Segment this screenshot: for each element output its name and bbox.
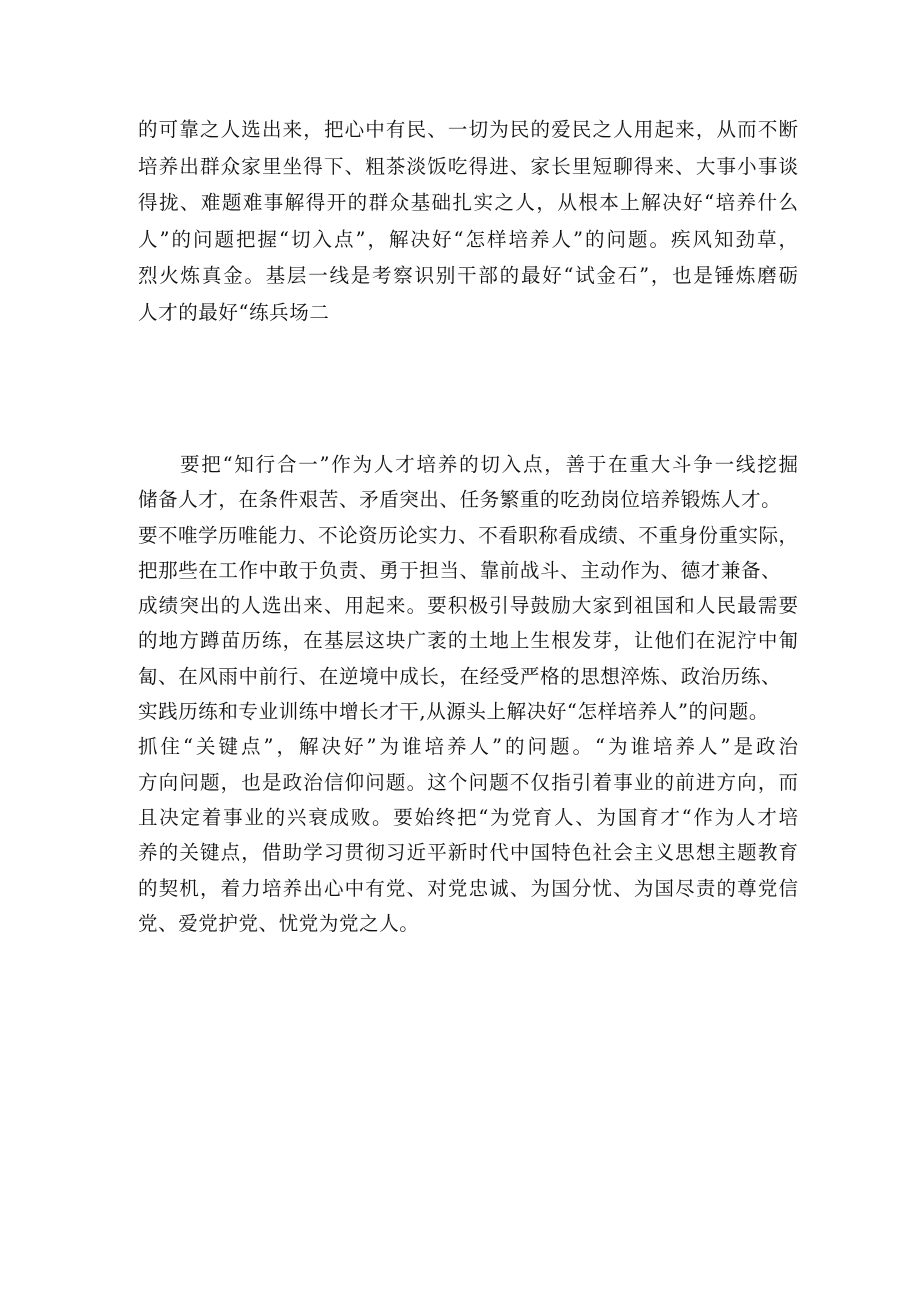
text-line: 要不唯学历唯能力、不论资历论实力、不看职称看成绩、不重身份重实际， — [138, 523, 798, 547]
text-line: 储备人才，在条件艰苦、矛盾突出、任务繁重的吃劲岗位培养锻炼人才。 — [138, 488, 782, 512]
text-line: 的地方蹲苗历练，在基层这块广袤的土地上生根发芽，让他们在泥泞中匍 — [138, 629, 798, 653]
text-line: 培养出群众家里坐得下、粗茶淡饭吃得进、家长里短聊得来、大事小事谈 — [138, 154, 798, 178]
text-line: 烈火炼真金。基层一线是考察识别干部的最好“试金石”，也是锤炼磨砺 — [138, 264, 798, 287]
paragraph-1 — [138, 112, 798, 331]
text-line: 匐、在风雨中前行、在逆境中成长，在经受严格的思想淬炼、政治历练、 — [138, 664, 782, 688]
text-line: 的契机，着力培养出心中有党、对党忠诚、为国分忧、为国尽责的尊党信 — [138, 876, 798, 900]
paragraph-2 — [138, 447, 798, 941]
text-line: 党、爱党护党、忧党为党之人。 — [138, 911, 420, 935]
text-line: 的可靠之人选出来，把心中有民、一切为民的爱民之人用起来，从而不断 — [138, 118, 798, 141]
text-line: 得拢、难题难事解得开的群众基础扎实之人，从根本上解决好“培养什么 — [138, 191, 798, 214]
text-line: 成绩突出的人选出来、用起来。要积极引导鼓励大家到祖国和人民最需要 — [138, 594, 798, 618]
text-line: 人才的最好“练兵场二 — [138, 300, 330, 324]
text-line: 方向问题，也是政治信仰问题。这个问题不仅指引着事业的前进方向，而 — [138, 770, 798, 794]
text-line: 养的关键点，借助学习贯彻习近平新时代中国特色社会主义思想主题教育 — [138, 841, 798, 865]
text-line: 把那些在工作中敢于负责、勇于担当、靠前战斗、主动作为、德才兼备、 — [138, 558, 782, 582]
text-line: 人”的问题把握“切入点”，解决好“怎样培养人”的问题。疾风知劲草， — [138, 227, 798, 251]
text-line: 且决定着事业的兴衰成败。要始终把“为党育人、为国育才“作为人才培 — [138, 805, 798, 829]
text-line: 要把“知行合一”作为人才培养的切入点，善于在重大斗争一线挖掘 — [180, 453, 798, 476]
text-line: 抓住“关键点”，解决好”为谁培养人”的问题。“为谁培养人”是政治 — [138, 735, 798, 759]
text-line: 实践历练和专业训练中增长才干,从源头上解决好“怎样培养人”的问题。 — [138, 700, 769, 724]
